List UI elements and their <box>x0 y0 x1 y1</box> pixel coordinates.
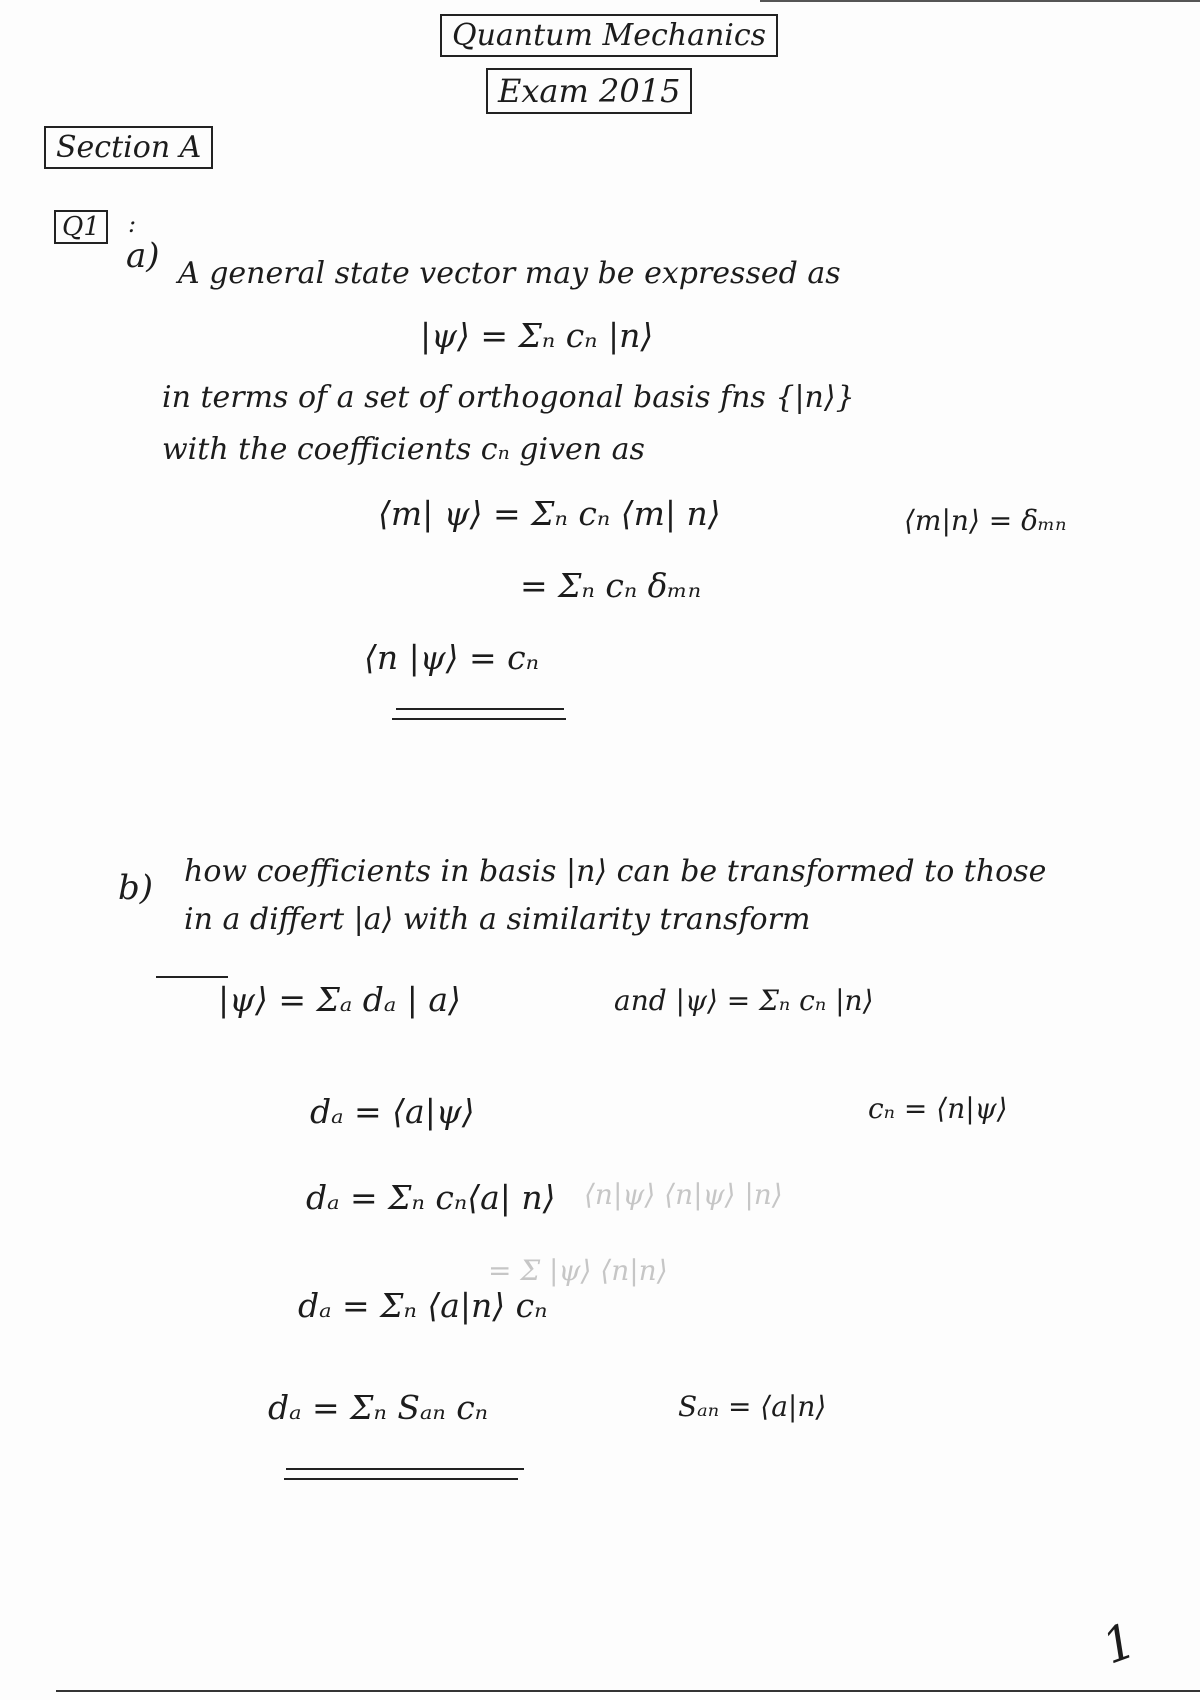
part-a-eq4: ⟨n |ψ⟩ = cₙ <box>364 638 539 677</box>
part-a-eq2: ⟨m| ψ⟩ = Σₙ cₙ ⟨m| n⟩ <box>378 494 721 533</box>
part-a-line3: with the coefficients cₙ given as <box>162 432 645 467</box>
part-a-line2: in terms of a set of orthogonal basis fns {|n⟩} <box>162 380 855 415</box>
part-b-eq2-right: cₙ = ⟨n|ψ⟩ <box>868 1092 1008 1125</box>
part-a-label: a) <box>126 236 160 276</box>
question-label: Q1 <box>54 210 108 244</box>
page-number: 1 <box>1095 1612 1144 1676</box>
part-a-underline-1 <box>396 708 564 710</box>
part-b-eq3: dₐ = Σₙ cₙ⟨a| n⟩ <box>306 1178 556 1217</box>
part-b-line1: how coefficients in basis |n⟩ can be transformed to those <box>184 854 1047 889</box>
part-a-eq1: |ψ⟩ = Σₙ cₙ |n⟩ <box>420 316 654 355</box>
part-b-eq4: dₐ = Σₙ ⟨a|n⟩ cₙ <box>298 1286 548 1325</box>
part-a-underline-2 <box>392 718 566 720</box>
part-b-eq3b-erased: = Σ |ψ⟩ ⟨n|n⟩ <box>488 1254 668 1287</box>
part-b-label: b) <box>118 868 154 908</box>
part-b-underline-2 <box>284 1478 518 1480</box>
part-b-eq5-side: Sₐₙ = ⟨a|n⟩ <box>678 1390 827 1423</box>
part-b-eq3-erased: ⟨n|ψ⟩ ⟨n|ψ⟩ |n⟩ <box>584 1178 783 1211</box>
part-a-line1: A general state vector may be expressed as <box>178 256 841 291</box>
part-b-eq1-right: and |ψ⟩ = Σₙ cₙ |n⟩ <box>614 984 874 1017</box>
part-b-eq1: |ψ⟩ = Σₐ dₐ | a⟩ <box>218 980 461 1019</box>
part-b-line2: in a differt |a⟩ with a similarity transform <box>184 902 811 937</box>
part-b-eq5: dₐ = Σₙ Sₐₙ cₙ <box>268 1388 489 1427</box>
part-b-eq2: dₐ = ⟨a|ψ⟩ <box>310 1092 475 1131</box>
bottom-edge-rule <box>56 1690 1200 1692</box>
part-a-eq3: = Σₙ cₙ δₘₙ <box>520 566 702 605</box>
question-colon: : <box>128 210 137 238</box>
section-label: Section A <box>44 126 213 169</box>
title-exam-year: Exam 2015 <box>486 68 692 114</box>
part-a-eq2-side: ⟨m|n⟩ = δₘₙ <box>904 504 1067 537</box>
part-b-underline-1 <box>286 1468 524 1470</box>
top-edge-rule <box>760 0 1200 2</box>
margin-dash <box>156 976 228 978</box>
title-quantum-mechanics: Quantum Mechanics <box>440 14 778 57</box>
